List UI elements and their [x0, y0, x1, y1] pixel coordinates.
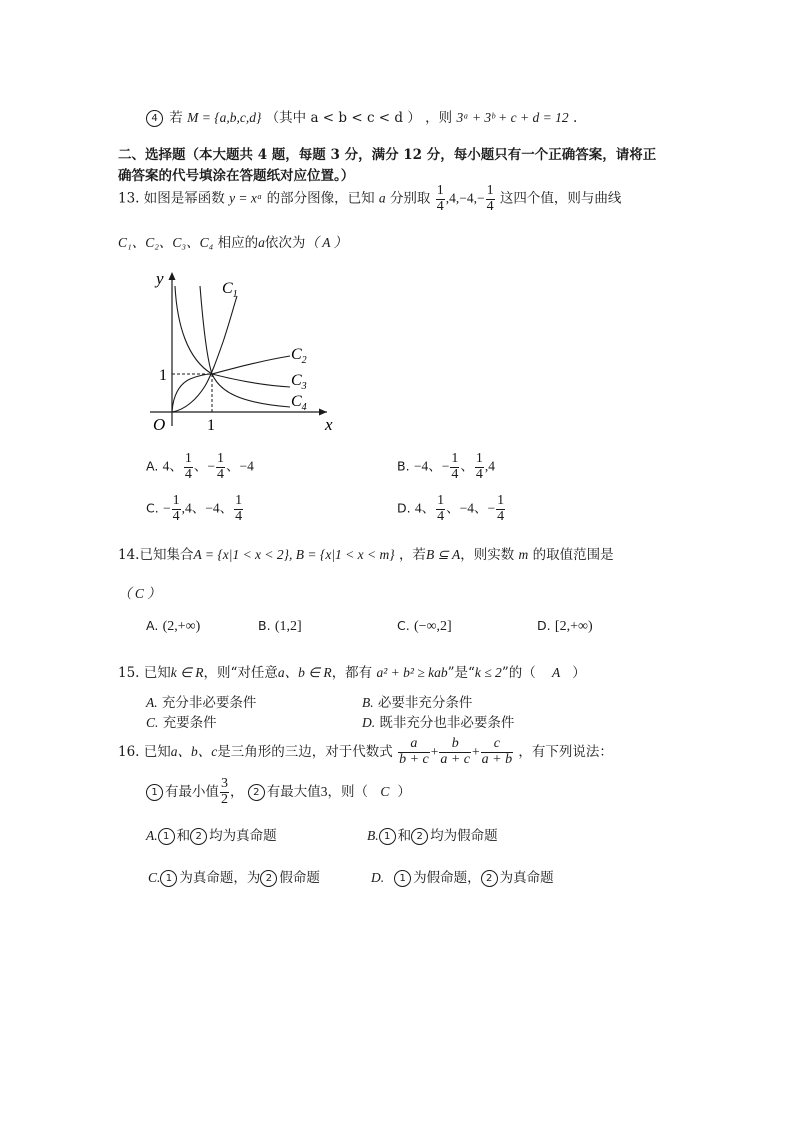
- opt-text: 、−4: [225, 458, 254, 474]
- label-c2: $C_2$: [291, 346, 307, 366]
- option-label: C.: [148, 870, 161, 885]
- q15-mid2: ，都有: [331, 665, 373, 681]
- statement-1-text: 有最小值: [165, 784, 219, 800]
- q15-close: ）: [572, 665, 586, 681]
- q14-tail2: 的取值范围是: [532, 547, 614, 563]
- circled-number: 1: [158, 828, 175, 845]
- q14-prefix: 14.已知集合: [118, 547, 194, 563]
- circled-number: 2: [248, 784, 265, 801]
- q14-option-d[interactable]: [537, 618, 593, 635]
- q14-var-m: m: [518, 547, 529, 562]
- frac-den: 4: [436, 198, 444, 214]
- q13-option-c[interactable]: [146, 494, 244, 524]
- option-label: B.: [362, 695, 374, 710]
- q15-answer: A: [552, 665, 561, 680]
- opt-text: 4、: [162, 458, 183, 474]
- q13-fraction-1: [436, 184, 445, 214]
- q16-then: ，则（: [327, 784, 369, 800]
- option-fraction: $\frac{1}{4}$: [172, 493, 180, 524]
- q13-curves: C₁、C₂、C₃、C₄: [118, 235, 214, 250]
- frac-den: 4: [486, 198, 494, 214]
- q13-line1: [118, 184, 621, 214]
- q13-option-b[interactable]: [397, 452, 495, 482]
- q13-values: ,4,−4,−: [445, 190, 485, 206]
- q13-mid2: 分别取: [389, 190, 431, 207]
- circled-number: 2: [411, 828, 428, 845]
- option-text: [2,+∞): [554, 619, 593, 634]
- option-text: 为真命题: [499, 870, 554, 886]
- q13-line2-mid: 相应的: [217, 235, 259, 251]
- q13-option-a[interactable]: [146, 452, 254, 482]
- q14-option-a[interactable]: [146, 618, 200, 635]
- circled-number: 4: [146, 110, 163, 127]
- q16-option-a[interactable]: [146, 824, 277, 845]
- q14-stem: [118, 543, 614, 563]
- x-tick-1: 1: [207, 417, 215, 434]
- opt-text: 、−: [193, 458, 215, 474]
- option-label: D.: [371, 870, 385, 885]
- set-expression: M = {a,b,c,d}: [187, 110, 262, 125]
- q13-prefix: 13. 如图是幂函数: [118, 190, 225, 207]
- q15-stem: [118, 661, 586, 681]
- opt-text: 、−4、−: [446, 500, 496, 516]
- option-text: 和: [176, 828, 191, 844]
- option-fraction: $\frac{1}{4}$: [475, 451, 483, 482]
- circled-number: 2: [190, 828, 207, 845]
- opt-text: ,4、−4、: [181, 500, 234, 516]
- statement-1-fraction: $\frac{3}{2}$: [221, 776, 228, 807]
- statement-4: [146, 106, 577, 127]
- q16-option-d[interactable]: [371, 866, 554, 887]
- q14-mid: ，若: [398, 547, 426, 563]
- option-fraction: $\frac{1}{4}$: [184, 451, 192, 482]
- q15-prefix: 15. 已知: [118, 665, 171, 681]
- q13-var-a: a: [378, 190, 386, 206]
- q15-option-d[interactable]: [362, 711, 514, 731]
- q15-mid: ，则“对任意: [203, 665, 278, 681]
- q16-option-c[interactable]: [148, 866, 320, 887]
- q14-sets: A = {x|1 < x < 2}, B = {x|1 < x < m}: [193, 547, 395, 562]
- section-heading-line1: 二、选择题（本大题共 4 题，每题 3 分，满分 12 分，每小题只有一个正确答案，请将正: [118, 147, 657, 163]
- option-text: (2,+∞): [162, 619, 201, 634]
- q13-line2-tail: 依次为: [264, 235, 306, 251]
- curve-c1: [172, 296, 237, 412]
- option-label: B.: [258, 618, 271, 633]
- q14-answer: （ C ）: [118, 586, 161, 601]
- y-axis-arrow: [169, 272, 176, 280]
- circled-number: 1: [379, 828, 396, 845]
- opt-text: ,4: [484, 458, 495, 474]
- label-c4: $C_4$: [291, 393, 307, 413]
- q13-function: y = xᵃ: [229, 190, 263, 206]
- q13-answer: （ A ）: [305, 235, 348, 250]
- option-text: 均为假命题: [430, 828, 498, 844]
- statement-2-value: 3: [320, 784, 328, 799]
- frac-num: 1: [436, 183, 444, 198]
- q16-term-1: $\frac{a}{b + c}$: [399, 736, 429, 767]
- option-label: A.: [146, 458, 159, 474]
- q16-prefix: 16. 已知: [118, 744, 171, 760]
- circled-number: 1: [394, 870, 411, 887]
- q13-line2: [118, 231, 347, 251]
- q16-close: ）: [397, 784, 411, 800]
- option-text: 为真命题，为: [179, 870, 261, 886]
- option-label: C.: [146, 500, 159, 516]
- q15-inequality: a² + b² ≥ kab: [376, 665, 448, 680]
- q14-condition: B ⊆ A: [425, 547, 461, 562]
- option-label: B.: [367, 828, 379, 843]
- circled-number: 2: [481, 870, 498, 887]
- option-text: 假命题: [279, 870, 320, 886]
- option-fraction: $\frac{1}{4}$: [216, 451, 224, 482]
- option-label: A.: [146, 695, 158, 710]
- statement-prefix: 若: [169, 110, 183, 126]
- opt-text: −4、−: [413, 458, 450, 474]
- option-label: C.: [146, 715, 159, 730]
- opt-text: −: [163, 500, 171, 516]
- option-label: D.: [362, 715, 376, 730]
- option-text: 均为真命题: [209, 828, 277, 844]
- q16-answer: C: [380, 784, 390, 799]
- q15-mid3: ”是“: [447, 665, 475, 681]
- q15-tail: ”的（: [501, 665, 536, 681]
- option-label: D.: [537, 618, 551, 633]
- q13-fraction-2: [486, 184, 495, 214]
- q14-tail1: ，则实数: [460, 547, 515, 563]
- q15-option-b[interactable]: [362, 691, 472, 711]
- option-fraction: $\frac{1}{4}$: [497, 493, 505, 524]
- conclusion-prefix: ，则: [425, 110, 453, 126]
- section-heading-line2: 确答案的代号填涂在答题纸对应位置。）: [118, 168, 355, 184]
- equation: 3ᵃ + 3ᵇ + c + d = 12: [456, 110, 569, 125]
- option-fraction: $\frac{1}{4}$: [235, 493, 243, 524]
- q15-option-a[interactable]: [146, 691, 256, 711]
- opt-text: 、: [460, 458, 474, 474]
- label-c1: $C_1$: [222, 280, 238, 300]
- x-axis-label: x: [325, 415, 333, 434]
- q16-option-b[interactable]: [367, 824, 498, 845]
- q16-abc: a、b、c: [170, 744, 218, 759]
- power-function-graph: [145, 264, 345, 436]
- q15-ab: a、b ∈ R: [277, 665, 332, 680]
- q15-k: k ∈ R: [170, 665, 204, 680]
- option-text: 必要非充分条件: [377, 695, 473, 711]
- q15-condition: k ≤ 2: [474, 665, 502, 680]
- option-label: D.: [397, 500, 411, 516]
- option-fraction: $\frac{1}{4}$: [437, 493, 445, 524]
- q14-option-b[interactable]: [258, 618, 302, 635]
- circled-number: 1: [160, 870, 177, 887]
- option-fraction: $\frac{1}{4}$: [451, 451, 459, 482]
- y-tick-1: 1: [159, 367, 167, 384]
- option-text: 和: [397, 828, 412, 844]
- statement-2-text: 有最大值: [266, 784, 321, 800]
- y-axis-label: y: [156, 269, 164, 288]
- option-text: 为假命题，: [413, 870, 481, 886]
- origin-label: O: [153, 415, 166, 434]
- q15-option-c[interactable]: [146, 711, 217, 731]
- curve-c4: [200, 286, 290, 407]
- q14-option-c[interactable]: [397, 618, 452, 635]
- q16-term-3: $\frac{c}{a + b}$: [481, 736, 513, 767]
- option-label: B.: [397, 458, 410, 474]
- q16-statements: 1 有最小值 $\frac{3}{2}$ ， 2 有最大值3，则（ C ）: [146, 772, 411, 812]
- q16-stem: 16. 已知a、b、c是三角形的三边，对于代数式 $\frac{a}{b + c}$ + $\frac{b}{a + c}$ + $\frac{c}{a + b}$ ，有下列说法：: [118, 736, 613, 767]
- option-text: (−∞,2]: [414, 619, 452, 634]
- period: .: [572, 110, 578, 126]
- q13-tail: 这四个值，则与曲线: [499, 190, 622, 207]
- q16-mid: 是三角形的三边，对于代数式: [217, 744, 393, 760]
- q13-mid: 的部分图像，已知: [266, 190, 375, 207]
- q16-term-2: $\frac{b}{a + c}$: [440, 736, 471, 767]
- option-text: 充要条件: [162, 715, 217, 731]
- label-c3: $C_3$: [291, 372, 307, 392]
- circled-number: 2: [260, 870, 277, 887]
- option-text: 充分非必要条件: [161, 695, 257, 711]
- curve-c3: [175, 286, 290, 387]
- option-text: (1,2]: [274, 619, 302, 634]
- q13-line2-a: a: [258, 235, 265, 250]
- q13-option-d[interactable]: [397, 494, 506, 524]
- opt-text: 4、: [414, 500, 436, 516]
- option-label: A.: [146, 618, 159, 633]
- q16-tail: ，有下列说法：: [518, 744, 613, 760]
- frac-num: 1: [486, 183, 494, 198]
- circled-number: 1: [146, 784, 163, 801]
- condition-paren: （其中 a < b < c < d ）: [265, 110, 421, 126]
- option-label: A.: [146, 828, 158, 843]
- option-label: C.: [397, 618, 410, 633]
- option-text: 既非充分也非必要条件: [379, 715, 515, 731]
